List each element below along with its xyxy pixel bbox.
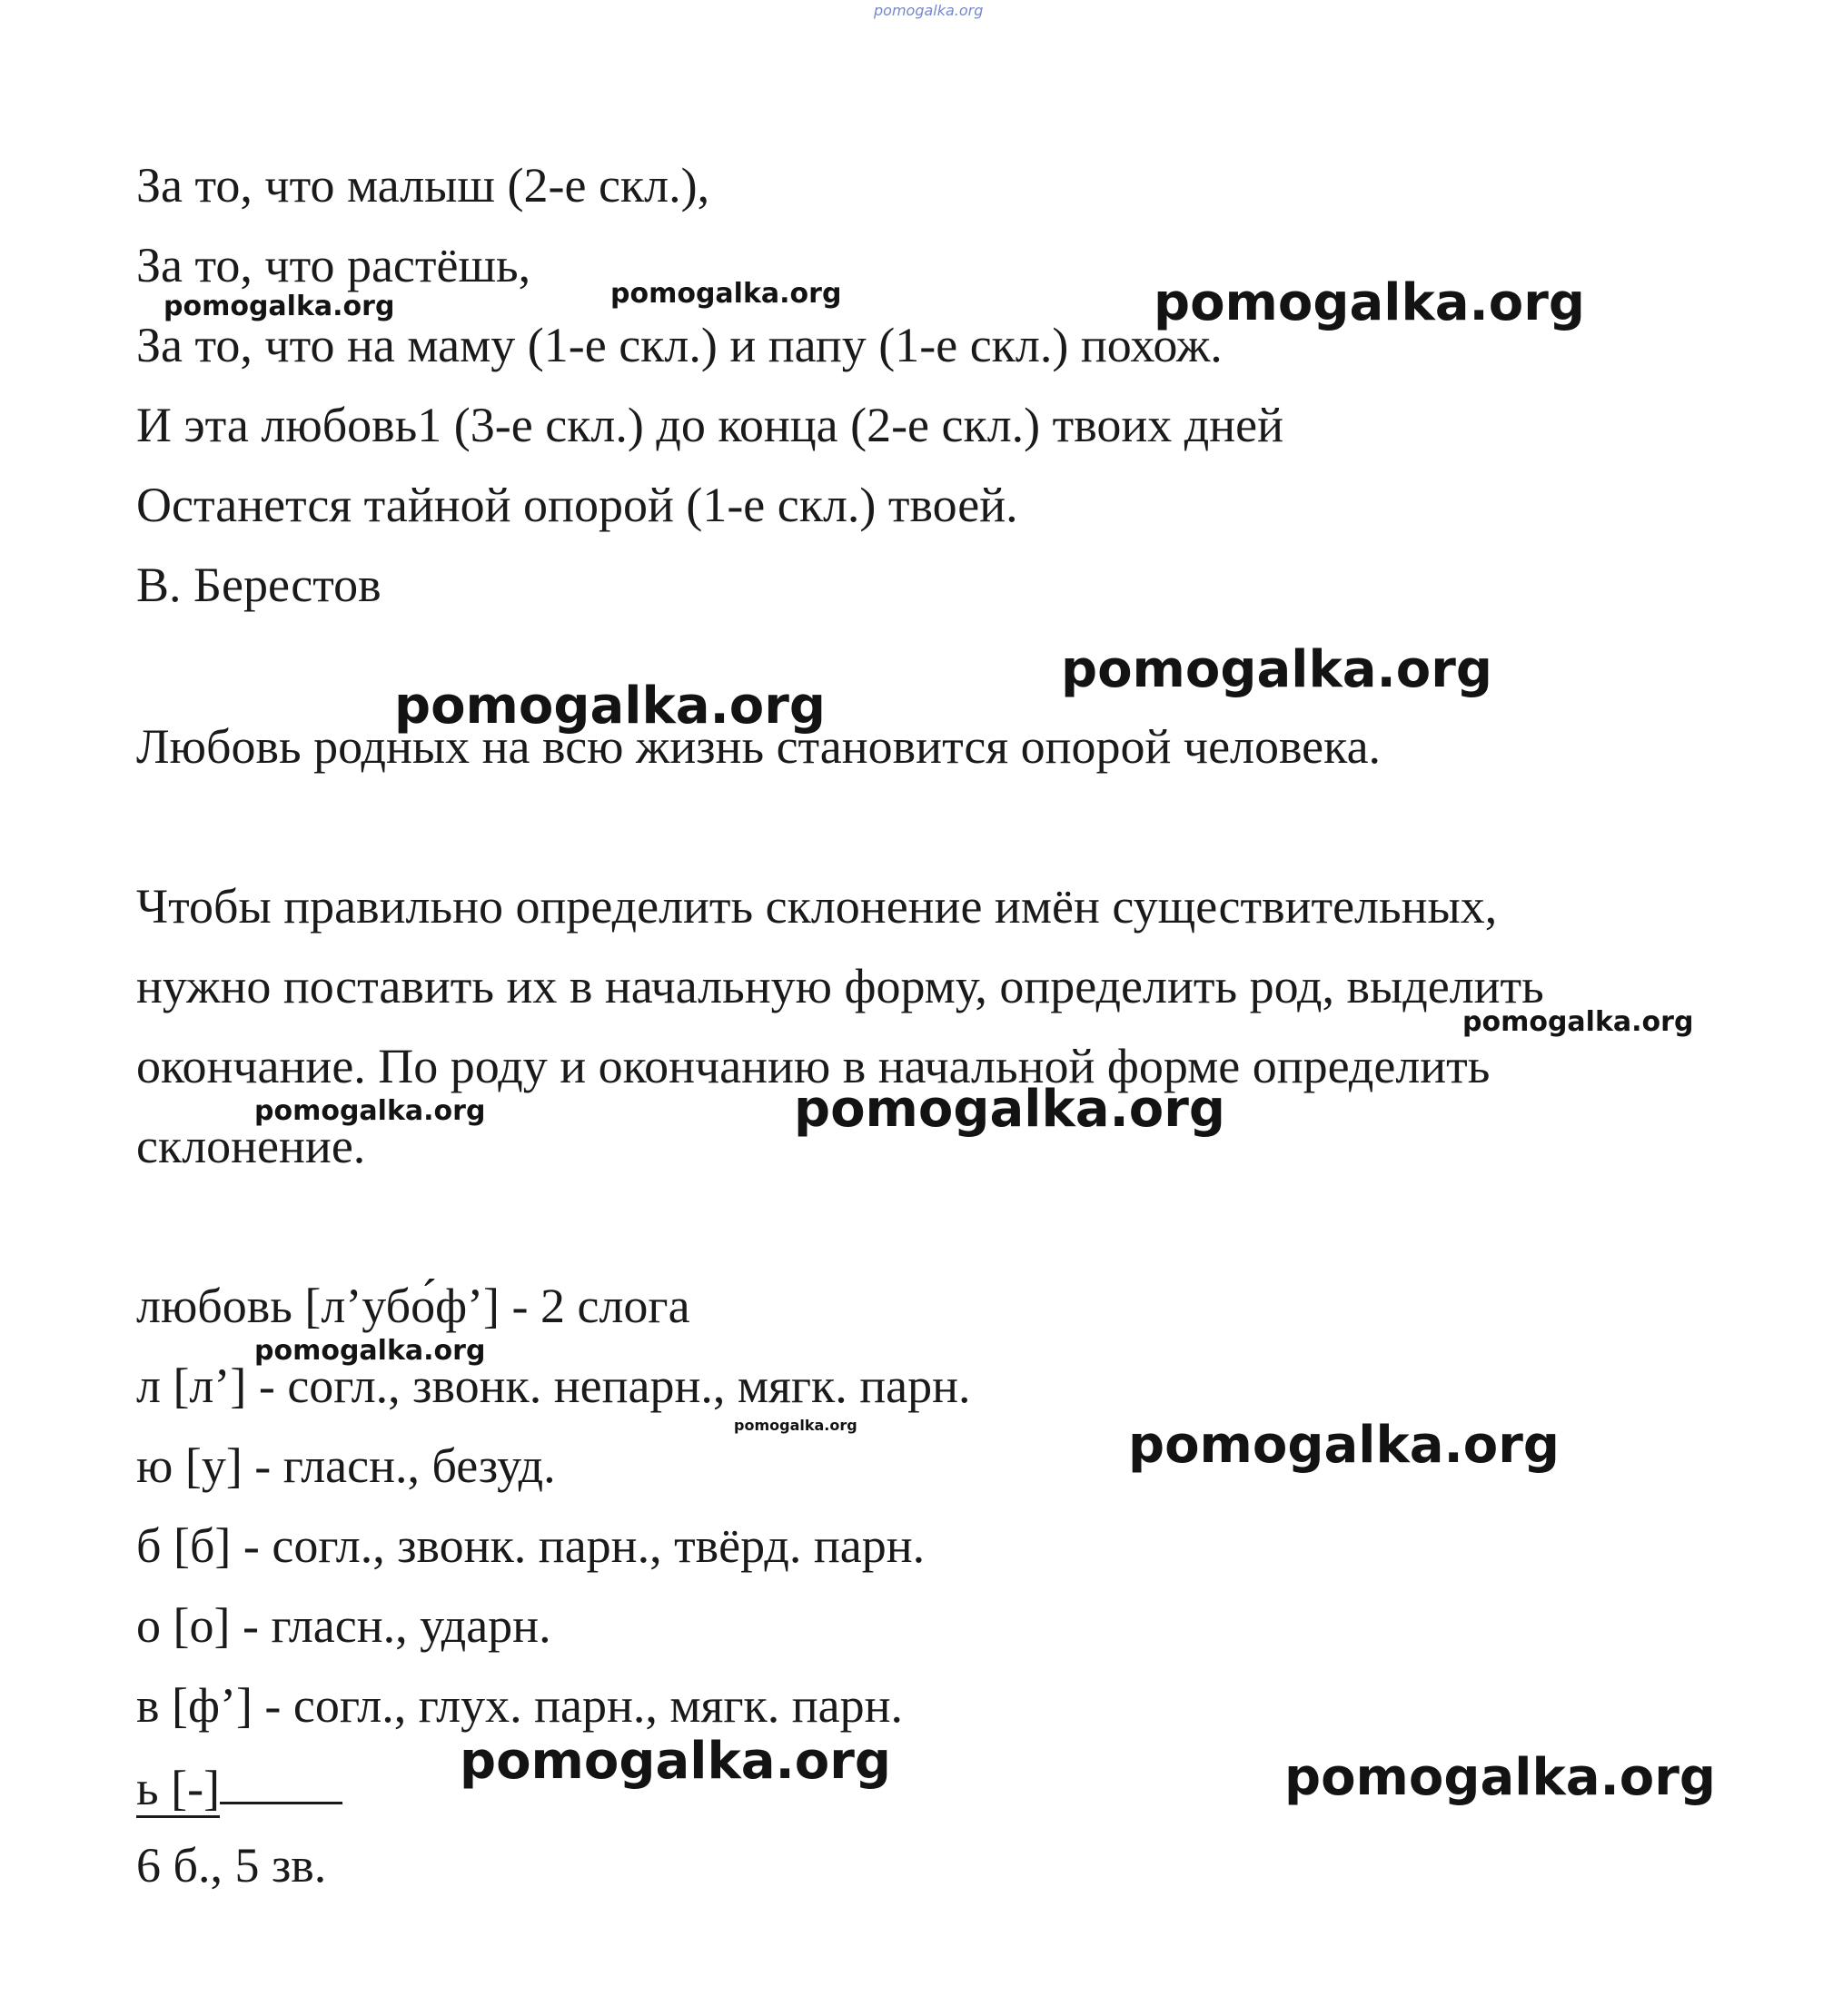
rule-line: нужно поставить их в начальную форму, определить род, выделить [136,959,1544,1013]
phonetic-letter: л [л’] - согл., звонк. непарн., мягк. парн. [136,1359,971,1413]
phonetic-summary: 6 б., 5 зв. [136,1838,327,1892]
poem-line: И эта любовь1 (3-е скл.) до конца (2-е скл.) твоих дней [136,398,1284,452]
poem-line: За то, что растёшь, [136,238,531,292]
phonetic-letter: б [б] - согл., звонк. парн., твёрд. парн. [136,1518,926,1573]
watermark: pomogalka.org [254,1095,486,1127]
rule-line: окончание. По роду и окончанию в начальной форме определить [136,1039,1491,1093]
poem-line: За то, что малыш (2-е скл.), [136,158,710,212]
watermark: pomogalka.org [394,677,826,736]
phonetic-soft-sign [136,1756,342,1817]
main-idea: Любовь родных на всю жизнь становится опорой человека. [136,719,1382,774]
watermark: pomogalka.org [1128,1416,1560,1475]
rule-line: склонение. [136,1119,366,1173]
soft-sign-text: ь [-] [136,1761,220,1818]
watermark: pomogalka.org [1154,273,1585,332]
poem-author: В. Берестов [136,558,381,612]
phonetic-letter: в [ф’] - согл., глух. парн., мягк. парн. [136,1678,904,1733]
phonetic-word: любовь [л’убо́ф’] - 2 слога [136,1279,690,1333]
watermark: pomogalka.org [1284,1748,1716,1807]
rule-line: Чтобы правильно определить склонение имён существительных, [136,879,1498,934]
watermark: pomogalka.org [460,1732,891,1791]
watermark: pomogalka.org [1061,640,1492,699]
watermark: pomogalka.org [794,1080,1225,1139]
watermark: pomogalka.org [610,278,842,310]
watermark: pomogalka.org [254,1335,486,1367]
underline-tail [220,1756,342,1804]
watermark: pomogalka.org [734,1417,857,1434]
phonetic-letter: о [о] - гласн., ударн. [136,1598,551,1653]
header-site-mark: pomogalka.org [874,2,984,19]
watermark: pomogalka.org [1462,1006,1694,1038]
poem-line: За то, что на маму (1-е скл.) и папу (1-е скл.) похож. [136,318,1223,372]
watermark: pomogalka.org [163,291,395,322]
poem-line: Останется тайной опорой (1-е скл.) твоей. [136,478,1018,532]
phonetic-letter: ю [у] - гласн., безуд. [136,1438,556,1493]
